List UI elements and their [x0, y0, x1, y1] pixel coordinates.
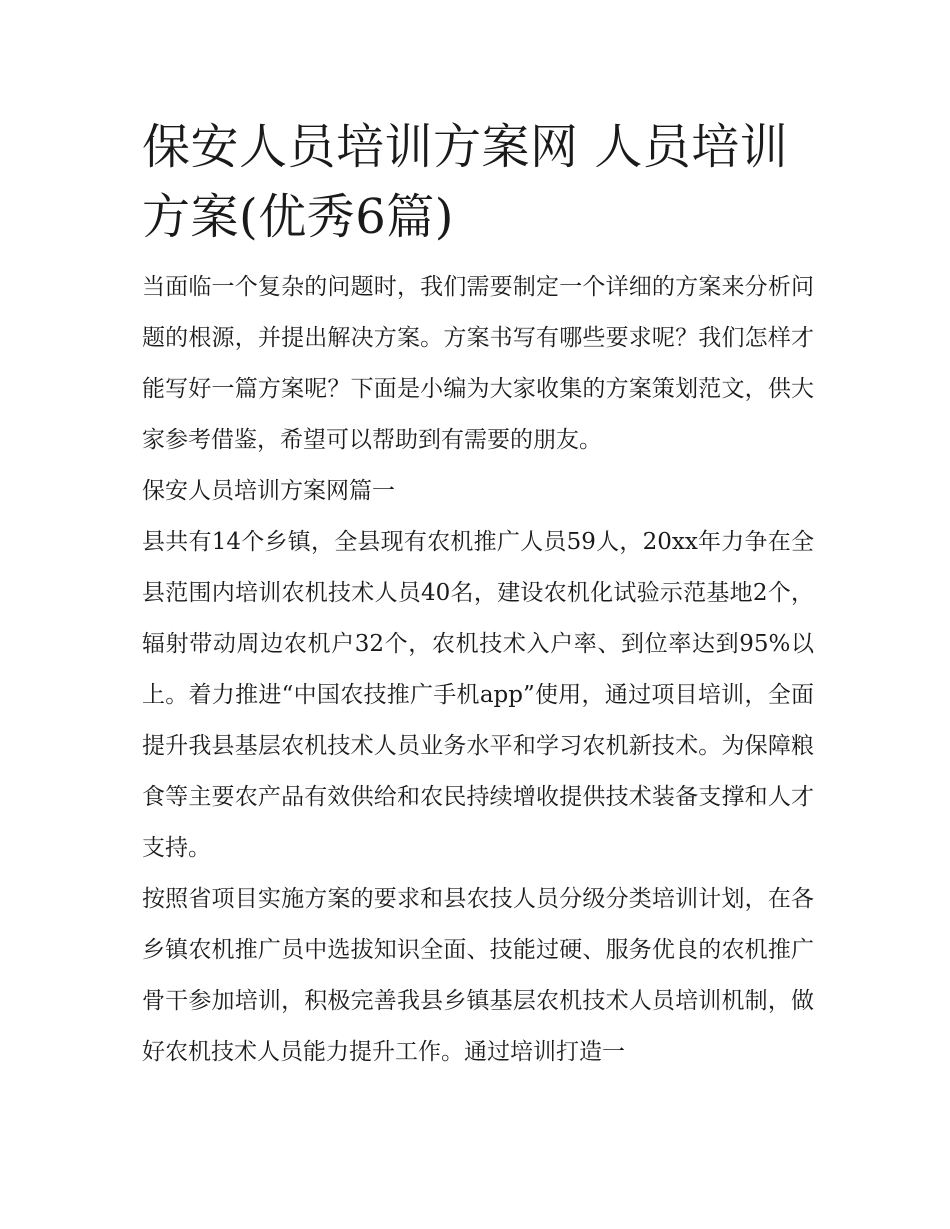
body-paragraph-1: 县共有14个乡镇，全县现有农机推广人员59人，20xx年力争在全县范围内培训农机技术人员40名，建设农机化试验示范基地2个，辐射带动周边农机户32个，农机技术入户率、到位率达到95%以上。着力推进“中国农技推广手机app”使用，通过项目培训，全面提升我县基层农机技术人员业务水平和学习农机新技术。为保障粮食等主要农产品有效供给和农民持续增收提供技术装备支撑和人才支持。 — [142, 529, 814, 861]
body-paragraph-2: 按照省项目实施方案的要求和县农技人员分级分类培训计划，在各乡镇农机推广员中选拔知识全面、技能过硬、服务优良的农机推广骨干参加培训，积极完善我县乡镇基层农机技术人员培训机制，做好农机技术人员能力提升工作。通过培训打造一 — [142, 886, 814, 1065]
document-page — [142, 112, 814, 1078]
document-title: 保安人员培训方案网 人员培训方案(优秀6篇) — [142, 119, 789, 245]
section-heading: 保安人员培训方案网篇一 — [142, 478, 395, 504]
intro-paragraph: 当面临一个复杂的问题时，我们需要制定一个详细的方案来分析问题的根源，并提出解决方案。方案书写有哪些要求呢？我们怎样才能写好一篇方案呢？下面是小编为大家收集的方案策划范文，供大家参考借鉴，希望可以帮助到有需要的朋友。 — [142, 274, 814, 453]
